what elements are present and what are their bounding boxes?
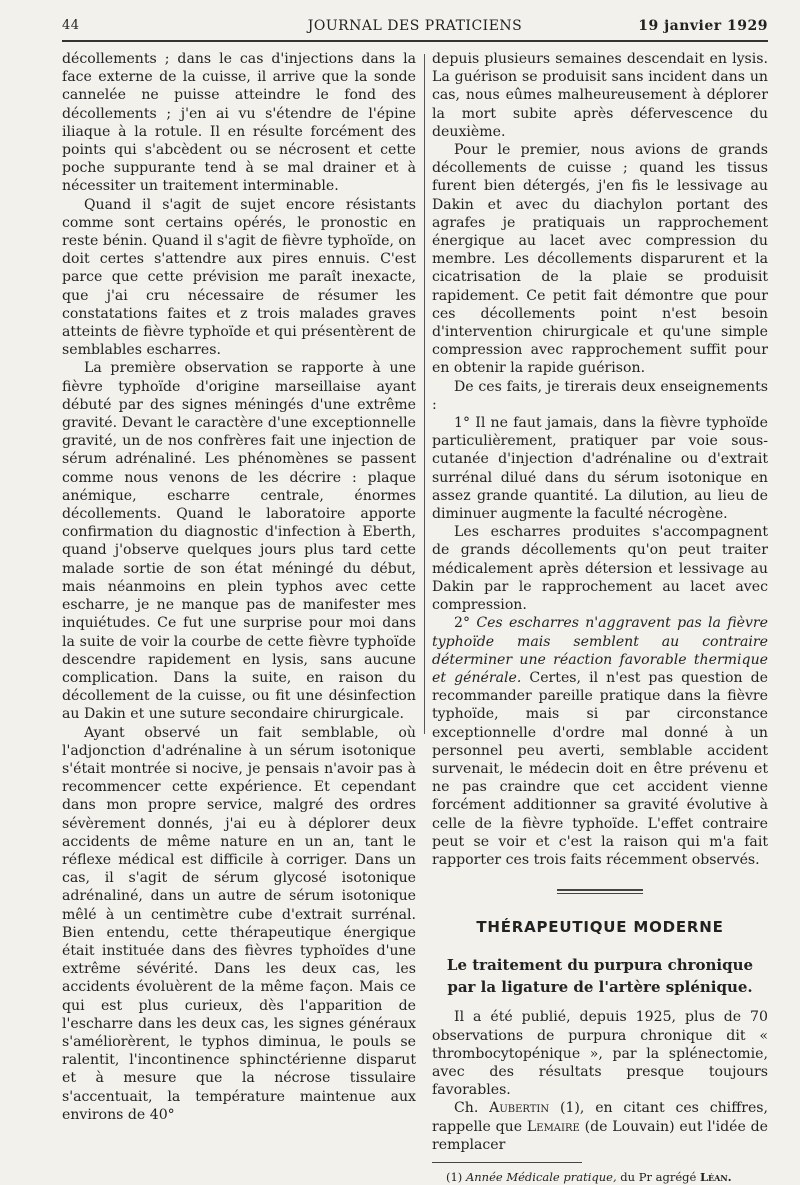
text-prefix: Ch. [454,1100,479,1117]
column-divider [424,54,425,734]
point-italic-text: Ces escharres n'aggravent pas la fièvre typhoïde mais semblent au contraire déterminer une réaction favorable thermique et générale. [432,615,769,686]
left-paragraph: décollements ; dans le cas d'injections dans la face externe de la cuisse, il arrive que la sonde cannelée ne puisse atteindre le fond des décollements ; j'en ai vu s'étendre de l'épine iliaque à la rotule. Il en résulte forcément des points qui s'abcèdent ou se nécrosent et cette poche suppurante tend à se mal drainer et à nécessiter un traitement interminable. [62,51,416,195]
author-name: Lemaire [526,1118,580,1135]
header-rule [62,40,768,42]
footnote-author: Léan. [699,1169,732,1184]
footnote [446,1169,768,1185]
text-end: (de Louvain) eut l'idée de remplacer [432,1118,769,1153]
issue-date: 19 janvier 1929 [638,18,768,34]
right-column [432,50,768,1185]
right-paragraph: Pour le premier, nous avions de grands décollements de cuisse ; quand les tissus furent bien détergés, j'en fis le lessivage au Dakin et avec du diachylon portant des agrafes je pratiquais un rapprochement énergique au lacet avec compression du membre. Les décollements disparurent et la cicatrisation de la plaie se produisit rapidement. Ce petit fait démontre que pour ces décollements point n'est besoin d'intervention chirurgicale et qu'une simple compression avec rapprochement suffit pour en obtenir la rapide guérison. [432,142,768,377]
footnote-rule [432,1162,582,1163]
point-text: Certes, il n'est pas question de recommander pareille pratique dans la fièvre typhoïde, mais si par circonstance exceptionnelle d'ordre mal donné à un personnel peu averti, semblable accident survenait, le médecin doit en être prévenu et ne pas craindre que cet accident vienne forcément additionner sa gravité évolutive à celle de la fièvre typhoïde. L'effet contraire peut se voir et c'est la raison qui m'a fait rapporter ces trois faits récemment observés. [432,669,769,868]
left-paragraph: La première observation se rapporte à une fièvre typhoïde d'origine marseillaise ayant débuté par des signes méningés d'une extrême gravité. Devant le caractère d'une exceptionnelle gravité, un de nos confrères fait une injection de sérum adrénaliné. Les phénomènes se passent comme nous venons de les décrire : plaque anémique, escharre centrale, énormes décollements. Quand le laboratoire apporte confirmation du diagnostic d'infection à Eberth, quand j'observe quelques jours plus tard cette malade sortie de son état méningé du début, mais néanmoins en plein typhos avec cette escharre, je ne manque pas de manifester mes inquiétudes. Ce fut une surprise pour moi dans la suite de voir la courbe de cette fièvre typhoïde descendre rapidement en lysis, sans aucune complication. Dans la suite, en raison du décollement de la cuisse, ou fit une désinfection au Dakin et une suture secondaire chirurgicale. [62,360,416,723]
journal-title: JOURNAL DES PRATICIENS [307,18,523,34]
page-number: 44 [62,18,80,33]
page-header [62,14,768,36]
left-paragraph: Ayant observé un fait semblable, où l'adjonction d'adrénaline à un sérum isotonique s'était montrée si nocive, je pensais n'avoir pas à recommencer cette expérience. Et cependant dans mon propre service, malgré des ordres sévèrement donnés, j'ai eu à déplorer deux accidents de même nature en un an, tant le réflexe médical est difficile à corriger. Dans un cas, il s'agit de sérum glycosé isotonique adrénaliné, dans un autre de sérum isotonique mêlé à un centimètre cube d'extrait surrénal. Bien entendu, cette thérapeutique énergique était instituée dans des fièvres typhoïdes d'une extrême sévérité. Dans les deux cas, les accidents évoluèrent de la même façon. Mais ce qui est plus curieux, dès l'apparition de l'escharre dans les deux cas, les signes généraux s'améliorèrent, le typhos diminua, le pouls se ralentit, l'incontinence sphinctérienne disparut et à mesure que la nécrose tissulaire s'accentuait, la température maintenue aux environs de 40° [62,724,416,1123]
section-title: THÉRAPEUTIQUE MODERNE [476,918,724,937]
right-paragraph: depuis plusieurs semaines descendait en lysis. La guérison se produisit sans incident dans un cas, nous eûmes malheureusement à déplorer la mort subite après défervescence du deuxième. [432,51,768,140]
author-name: Aubertin [489,1100,550,1117]
footnote-mark: (1) [446,1169,463,1184]
article-title [432,954,768,998]
footnote-source: Année Médicale pratique, [465,1169,617,1184]
left-column [62,50,416,1124]
left-paragraph: Quand il s'agit de sujet encore résistants comme sont certains opérés, le pronostic en reste bénin. Quand il s'agit de fièvre typhoïde, on doit certes s'attendre aux pires ennuis. C'est parce que cette prévision me paraît inexacte, que j'ai cru nécessaire de résumer les constatations faites et z trois malades graves atteints de fièvre typhoïde et qui présentèrent de semblables escharres. [62,196,416,359]
conclusion-paragraph [432,614,768,869]
article-paragraph: Il a été publié, depuis 1925, plus de 70 observations de purpura chronique dit « thrombocytopénique », par la splénectomie, avec des résultats presque toujours favorables. [432,1009,768,1099]
section-separator [557,889,643,894]
article-title-line: par la ligature de l'artère splénique. [447,978,753,997]
right-paragraph: 1° Il ne faut jamais, dans la fièvre typhoïde particulièrement, pratiquer par voie sous-cutanée d'injection d'adrénaline ou d'extrait surrénal dilué dans du sérum isotonique en assez grande quantité. La dilution, au lieu de diminuer augmente la faculté nécrogène. [432,415,768,523]
footnote-text: du Pr agrégé [620,1169,697,1184]
article-title-line: Le traitement du purpura chronique [446,956,754,975]
right-paragraph: Les escharres produites s'accompagnent de grands décollements qu'on peut traiter médicalement après détersion et lessivage au Dakin par le rapprochement au lacet avec compression. [432,524,768,614]
point-label: 2° [454,615,471,632]
right-paragraph: De ces faits, je tirerais deux enseignements : [432,378,768,413]
article-paragraph [432,1099,768,1154]
text-mid: (1), en citant ces chiffres, rappelle que [432,1100,768,1135]
